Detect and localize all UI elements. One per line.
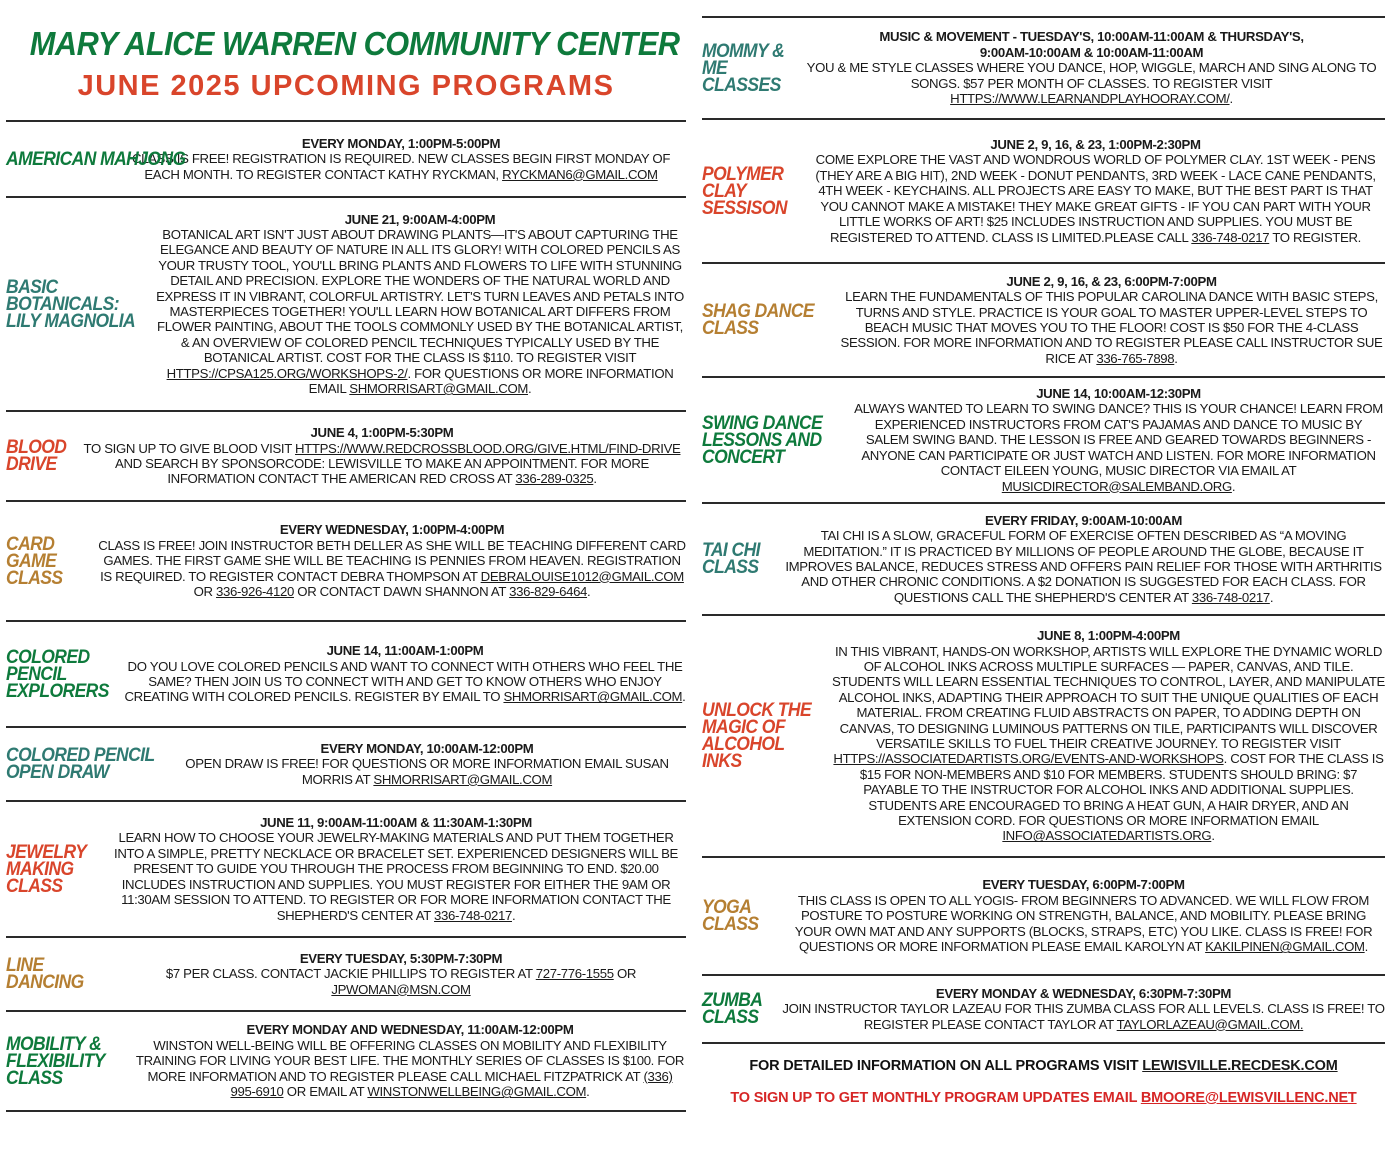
program-schedule: JUNE 2, 9, 16, & 23, 1:00PM-2:30PM	[990, 137, 1201, 153]
program-zumba-class	[702, 976, 1385, 1042]
program-details	[98, 522, 686, 599]
program-description: COME EXPLORE THE VAST AND WONDROUS WORLD OF POLYMER CLAY. 1ST WEEK - PENS (THEY ARE A BIG HIT), 2ND WEEK - DONUT PENDANTS, 3RD WEEK - LACE CANE PENDANTS, 4TH WEEK - KEYCHAINS. ALL PROJECTS ARE EASY TO MAKE, BUT THE BEST PART IS THAT YOU CANNOT MAKE A MISTAKE! THEY MAKE GREAT GIFTS - IF YOU CAN PART WITH YOUR LITTLE WORKS OF ART! $25 INCLUDES INSTRUCTION AND SUPPLIES. YOU MUST BE REGISTERED TO ATTEND. CLASS IS LIMITED.PLEASE CALL	[815, 152, 1376, 245]
program-schedule: JUNE 14, 11:00AM-1:00PM	[326, 643, 484, 659]
program-details	[806, 137, 1385, 245]
program-description: TAI CHI IS A SLOW, GRACEFUL FORM OF EXERCISE OFTEN DESCRIBED AS “A MOVING MEDITATION.” IT IS PRACTICED BY MILLIONS OF PEOPLE AROUND THE GLOBE, BECAUSE IT IMPROVES BALANCE, REDUCES STRESS AND OFFERS PAIN RELIEF FOR THOSE WITH ARTHRITIS AND OTHER CHRONIC CONDITIONS. A $2 DONATION IS SUGGESTED FOR EACH CLASS. FOR QUESTIONS CALL THE SHEPHERD'S CENTER AT	[785, 528, 1382, 605]
text-fragment: OR	[613, 966, 637, 982]
program-details	[154, 212, 686, 397]
program-details	[106, 815, 686, 923]
text-fragment: .	[1211, 828, 1215, 844]
program-details	[116, 951, 686, 997]
text-fragment: .	[1269, 589, 1274, 605]
email-link[interactable]: TAYLORLAZEAU@GMAIL.COM.	[1116, 1016, 1304, 1032]
program-details	[134, 1022, 686, 1099]
text-fragment: .	[587, 584, 591, 600]
program-schedule: JUNE 2, 9, 16, & 23, 6:00PM-7:00PM	[1006, 273, 1217, 289]
program-schedule: EVERY TUESDAY, 5:30PM-7:30PM	[299, 950, 503, 966]
email-link[interactable]: JPWOMAN@MSN.COM	[331, 981, 471, 997]
website-link[interactable]: HTTPS://CPSA125.ORG/WORKSHOPS-2/	[166, 365, 408, 381]
program-title: MOBILITY & FLEXIBILITY CLASS	[6, 1033, 105, 1089]
program-colored-pencil-explorers	[6, 622, 686, 726]
text-fragment: . FOR QUESTIONS OR MORE INFORMATION EMAIL	[308, 365, 674, 397]
email-link[interactable]: RYCKMAN6@GMAIL.COM	[502, 166, 658, 182]
email-link[interactable]: WINSTONWELLBEING@GMAIL.COM	[367, 1084, 587, 1100]
phone-link[interactable]: 336-748-0217	[1191, 229, 1270, 245]
program-title: SWING DANCE LESSONS AND CONCERT	[702, 412, 823, 468]
text-fragment: .	[586, 1084, 590, 1100]
right-column	[702, 0, 1385, 1106]
program-swing-dance	[702, 378, 1385, 502]
program-description: JOIN INSTRUCTOR TAYLOR LAZEAU FOR THIS ZUMBA CLASS FOR ALL LEVELS. CLASS IS FREE! TO REGISTER PLEASE CONTACT TAYLOR AT	[782, 1001, 1385, 1032]
program-card-game-class	[6, 502, 686, 620]
program-schedule: JUNE 14, 10:00AM-12:30PM	[1036, 386, 1201, 402]
program-title: SHAG DANCE CLASS	[702, 301, 814, 339]
email-link[interactable]: KAKILPINEN@GMAIL.COM	[1205, 939, 1365, 955]
program-description: OPEN DRAW IS FREE! FOR QUESTIONS OR MORE INFORMATION EMAIL SUSAN MORRIS AT	[185, 756, 669, 787]
signup-email-link[interactable]: BMOORE@LEWISVILLENC.NET	[1140, 1090, 1357, 1106]
program-details	[782, 986, 1385, 1032]
recdesk-link[interactable]: LEWISVILLE.RECDESK.COM	[1142, 1058, 1338, 1074]
text-fragment: . COST FOR THE CLASS IS $15 FOR NON-MEMBERS AND $10 FOR MEMBERS. STUDENTS SHOULD BRING: $7 PAYABLE TO THE INSTRUCTOR FOR ALCOHOL INKS AND ADDITIONAL SUPPLIES. STUDENTS ARE ENCOURAGED TO BRING A HEAT GUN, A HAIR DRYER, AND AN EXTENSION CORD. FOR QUESTIONS OR MORE INFORMATION EMAIL	[859, 751, 1384, 829]
program-line-dancing	[6, 938, 686, 1010]
program-description: LEARN THE FUNDAMENTALS OF THIS POPULAR CAROLINA DANCE WITH BASIC STEPS, TURNS AND STYLE. PRACTICE IS YOUR GOAL TO MASTER UPPER-LEVEL STEPS TO BEACH MUSIC THAT MOVES YOU TO THE FLOOR! COST IS $50 FOR THE 4-CLASS SESSION. FOR MORE INFORMATION AND TO REGISTER PLEASE CALL INSTRUCTOR SUE RICE AT	[840, 289, 1383, 366]
phone-link[interactable]: 336-289-0325	[515, 471, 594, 487]
email-link[interactable]: INFO@ASSOCIATEDARTISTS.ORG	[1002, 828, 1212, 844]
phone-link[interactable]: 336-765-7898	[1096, 350, 1175, 366]
program-description: BOTANICAL ART ISN'T JUST ABOUT DRAWING PLANTS—IT'S ABOUT CAPTURING THE ELEGANCE AND BEAUTY OF NATURE IN ALL ITS GLORY! WITH COLORED PENCILS AS YOUR TRUSTY TOOL, YOU'LL BRING PLANTS AND FLOWERS TO LIFE WITH STUNNING DETAIL AND PRECISION. EXPLORE THE WONDERS OF THE NATURAL WORLD AND EXPRESS IT IN VIBRANT, COLORFUL ARTISTRY. LET'S TURN LEAVES AND PETALS INTO MASTERPIECES TOGETHER! YOU'LL LEARN HOW BOTANICAL ART DIFFERS FROM FLOWER PAINTING, ABOUT THE TOOLS COMMONLY USED BY THE BOTANICAL ARTIST, & AN OVERVIEW OF COLORED PENCIL TECHNIQUES TYPICALLY USED BY THE BOTANICAL ARTIST. COST FOR THE CLASS IS $110. TO REGISTER VISIT	[156, 226, 684, 366]
text-fragment: .	[528, 381, 532, 397]
program-details	[168, 741, 686, 787]
program-mommy-and-me	[702, 18, 1385, 118]
program-schedule: JUNE 11, 9:00AM-11:00AM & 11:30AM-1:30PM	[260, 815, 532, 831]
program-title: TAI CHI CLASS	[702, 540, 760, 578]
program-details	[78, 425, 686, 487]
text-fragment: AND SEARCH BY SPONSORCODE: LEWISVILLE TO MAKE AN APPOINTMENT. FOR MORE INFORMATION CONTACT THE AMERICAN RED CROSS AT	[115, 456, 649, 487]
program-description: TO SIGN UP TO GIVE BLOOD VISIT	[83, 440, 295, 456]
email-link[interactable]: DEBRALOUISE1012@GMAIL.COM	[480, 568, 684, 584]
left-column	[6, 0, 686, 1112]
program-title: MOMMY & ME CLASSES	[702, 40, 785, 96]
program-jewelry-making-class	[6, 802, 686, 936]
email-link[interactable]: SHMORRISART@GMAIL.COM	[503, 689, 683, 705]
program-schedule: EVERY MONDAY & WEDNESDAY, 6:30PM-7:30PM	[935, 985, 1232, 1001]
program-description: LEARN HOW TO CHOOSE YOUR JEWELRY-MAKING MATERIALS AND PUT THEM TOGETHER INTO A SIMPLE, PRETTY NECKLACE OR BRACELET SET. EXPERIENCED DESIGNERS WILL BE PRESENT TO GUIDE YOU THROUGH THE PROCESS FROM BEGINNING TO END. $20.00 INCLUDES INSTRUCTION AND SUPPLIES. YOU MUST REGISTER FOR EITHER THE 9AM OR 11:30AM SESSION TO ATTEND. TO REGISTER OR FOR MORE INFORMATION CONTACT THE SHEPHERD'S CENTER AT	[114, 830, 678, 923]
program-schedule: JUNE 4, 1:00PM-5:30PM	[310, 425, 454, 441]
text-fragment: OR	[193, 584, 217, 600]
page-header	[6, 0, 686, 120]
phone-link[interactable]: 336-829-6464	[509, 584, 588, 600]
program-title: POLYMER CLAY SESSISON	[702, 163, 787, 219]
program-yoga-class	[702, 858, 1385, 974]
program-title: CARD GAME CLASS	[6, 533, 63, 589]
text-fragment: .	[1229, 91, 1233, 107]
program-title: LINE DANCING	[6, 955, 84, 993]
program-schedule: EVERY MONDAY AND WEDNESDAY, 11:00AM-12:00PM	[246, 1022, 574, 1038]
program-details	[782, 877, 1385, 954]
email-link[interactable]: MUSICDIRECTOR@SALEMBAND.ORG	[1001, 478, 1232, 494]
program-details	[116, 136, 686, 182]
program-schedule: JUNE 21, 9:00AM-4:00PM	[344, 211, 496, 227]
program-description: THIS CLASS IS OPEN TO ALL YOGIS- FROM BEGINNERS TO ADVANCED. WE WILL FLOW FROM POSTURE TO POSTURE WORKING ON STRENGTH, BALANCE, AND MOBILITY. PLEASE BRING YOUR OWN MAT AND ANY SUPPORTS (BLOCKS, STRAPS, ETC) YOU LIKE. CLASS IS FREE! FOR QUESTIONS OR MORE INFORMATION PLEASE EMAIL KAROLYN AT	[794, 892, 1373, 955]
email-link[interactable]: SHMORRISART@GMAIL.COM	[373, 771, 553, 787]
program-details	[798, 29, 1385, 106]
program-description: $7 PER CLASS. CONTACT JACKIE PHILLIPS TO REGISTER AT	[165, 966, 536, 982]
program-title: UNLOCK THE MAGIC OF ALCOHOL INKS	[702, 700, 812, 772]
page-title: MARY ALICE WARREN COMMUNITY CENTER	[29, 25, 680, 62]
page-subtitle: JUNE 2025 UPCOMING PROGRAMS	[77, 70, 615, 102]
program-mobility-flexibility-class	[6, 1012, 686, 1110]
program-basic-botanicals	[6, 198, 686, 410]
program-schedule: EVERY MONDAY, 1:00PM-5:00PM	[301, 135, 501, 151]
program-american-mahjong	[6, 122, 686, 196]
program-schedule: EVERY WEDNESDAY, 1:00PM-4:00PM	[279, 522, 505, 538]
program-description: CLASS IS FREE! REGISTRATION IS REQUIRED. NEW CLASSES BEGIN FIRST MONDAY OF EACH MONTH. TO REGISTER CONTACT KATHY RYCKMAN,	[131, 151, 671, 182]
program-title: BASIC BOTANICALS: LILY MAGNOLIA	[6, 276, 136, 332]
program-details	[852, 386, 1385, 494]
program-title: JEWELRY MAKING CLASS	[6, 841, 87, 897]
footer-signup-text: TO SIGN UP TO GET MONTHLY PROGRAM UPDATES EMAIL	[730, 1090, 1141, 1106]
text-fragment: .	[593, 471, 597, 487]
phone-link[interactable]: 336-926-4120	[216, 584, 294, 600]
program-tai-chi-class	[702, 504, 1385, 614]
program-details	[124, 643, 686, 705]
program-polymer-clay-session	[702, 120, 1385, 262]
phone-link[interactable]: (336) 995-6910	[230, 1068, 673, 1100]
footer-signup	[702, 1090, 1385, 1106]
footer-info	[702, 1058, 1385, 1074]
email-link[interactable]: SHMORRISART@GMAIL.COM	[349, 381, 529, 397]
program-schedule: MUSIC & MOVEMENT - TUESDAY'S, 10:00AM-11:00AM & THURSDAY'S, 9:00AM-10:00AM & 10:00AM-11:00AM	[879, 29, 1304, 60]
divider	[6, 1110, 686, 1112]
program-alcohol-inks	[702, 616, 1385, 856]
program-title: BLOOD DRIVE	[6, 437, 67, 475]
text-fragment: .	[1174, 350, 1178, 366]
text-fragment: TO REGISTER.	[1269, 229, 1361, 245]
text-fragment: .	[1364, 939, 1368, 955]
program-description: YOU & ME STYLE CLASSES WHERE YOU DANCE, HOP, WIGGLE, MARCH AND SING ALONG TO SONGS. $57 PER MONTH OF CLASSES. TO REGISTER VISIT	[806, 60, 1377, 91]
program-title: COLORED PENCIL EXPLORERS	[6, 646, 109, 702]
program-description: WINSTON WELL-BEING WILL BE OFFERING CLASSES ON MOBILITY AND FLEXIBILITY TRAINING FOR LIVING YOUR BEST LIFE. THE MONTHLY SERIES OF CLASSES IS $100. FOR MORE INFORMATION AND TO REGISTER PLEASE CALL MICHAEL FITZPATRICK AT	[135, 1037, 685, 1084]
program-blood-drive	[6, 412, 686, 500]
program-title: ZUMBA CLASS	[702, 990, 762, 1028]
program-details	[838, 274, 1385, 366]
website-link[interactable]: HTTPS://WWW.REDCROSSBLOOD.ORG/GIVE.HTML/FIND-DRIVE	[294, 440, 681, 456]
program-schedule: EVERY MONDAY, 10:00AM-12:00PM	[320, 740, 534, 756]
text-fragment: OR EMAIL AT	[283, 1084, 368, 1100]
phone-link[interactable]: 727-776-1555	[535, 966, 614, 982]
footer-info-text: FOR DETAILED INFORMATION ON ALL PROGRAMS VISIT	[749, 1058, 1143, 1074]
text-fragment: OR CONTACT DAWN SHANNON AT	[293, 584, 510, 600]
phone-link[interactable]: 336-748-0217	[434, 907, 512, 923]
phone-link[interactable]: 336-748-0217	[1191, 589, 1270, 605]
program-title: AMERICAN MAHJONG	[6, 148, 186, 170]
program-schedule: EVERY FRIDAY, 9:00AM-10:00AM	[984, 512, 1183, 528]
program-title: YOGA CLASS	[702, 897, 759, 935]
website-link[interactable]: HTTPS://ASSOCIATEDARTISTS.ORG/EVENTS-AND-WORKSHOPS	[833, 751, 1224, 767]
website-link[interactable]: HTTPS://WWW.LEARNANDPLAYHOORAY.COM/	[950, 91, 1230, 107]
program-description: IN THIS VIBRANT, HANDS-ON WORKSHOP, ARTISTS WILL EXPLORE THE DYNAMIC WORLD OF ALCOHOL INKS ACROSS MULTIPLE SURFACES — PAPER, CANVAS, AND TILE. STUDENTS WILL LEARN ESSENTIAL TECHNIQUES TO CONTROL, LAYER, AND MANIPULATE ALCOHOL INKS, ADAPTING THEIR APPROACH TO SUIT THE UNIQUE QUALITIES OF EACH MATERIAL. FROM CREATING FLUID ABSTRACTS ON PAPER, TO ADDING DEPTH ON CANVAS, TO DESIGNING LUMINOUS PATTERNS ON TILE, PARTICIPANTS WILL DISCOVER VERSATILE SKILLS TO FUEL THEIR CREATIVE JOURNEY. TO REGISTER VISIT	[832, 643, 1386, 751]
program-description: DO YOU LOVE COLORED PENCILS AND WANT TO CONNECT WITH OTHERS WHO FEEL THE SAME? THEN JOIN US TO CONNECT WITH AND GET TO KNOW OTHERS WHO ENJOY CREATING WITH COLORED PENCILS. REGISTER BY EMAIL TO	[124, 658, 683, 705]
program-title: COLORED PENCIL OPEN DRAW	[6, 745, 155, 783]
program-shag-dance-class	[702, 264, 1385, 376]
text-fragment: .	[1231, 478, 1236, 494]
divider	[702, 1042, 1385, 1044]
text-fragment: .	[682, 689, 686, 705]
program-details	[832, 628, 1385, 844]
program-description: CLASS IS FREE! JOIN INSTRUCTOR BETH DELLER AS SHE WILL BE TEACHING DIFFERENT CARD GAMES. THE FIRST GAME SHE WILL BE TEACHING IS PENNIES FROM HEAVEN. REGISTRATION IS REQUIRED. TO REGISTER CONTACT DEBRA THOMPSON AT	[98, 537, 686, 584]
program-colored-pencil-open-draw	[6, 728, 686, 800]
program-schedule: JUNE 8, 1:00PM-4:00PM	[1037, 628, 1180, 644]
program-schedule: EVERY TUESDAY, 6:00PM-7:00PM	[982, 877, 1185, 893]
text-fragment: .	[511, 907, 516, 923]
program-description: ALWAYS WANTED TO LEARN TO SWING DANCE? THIS IS YOUR CHANCE! LEARN FROM EXPERIENCED INSTRUCTORS FROM CAT'S PAJAMAS AND DANCE TO MUSIC BY SALEM SWING BAND. THE LESSON IS FREE AND GEARED TOWARDS BEGINNERS - ANYONE CAN PARTICIPATE OR JUST WATCH AND LISTEN. FOR MORE INFORMATION CONTACT EILEEN YOUNG, MUSIC DIRECTOR VIA EMAIL AT	[854, 401, 1383, 479]
program-details	[782, 513, 1385, 605]
